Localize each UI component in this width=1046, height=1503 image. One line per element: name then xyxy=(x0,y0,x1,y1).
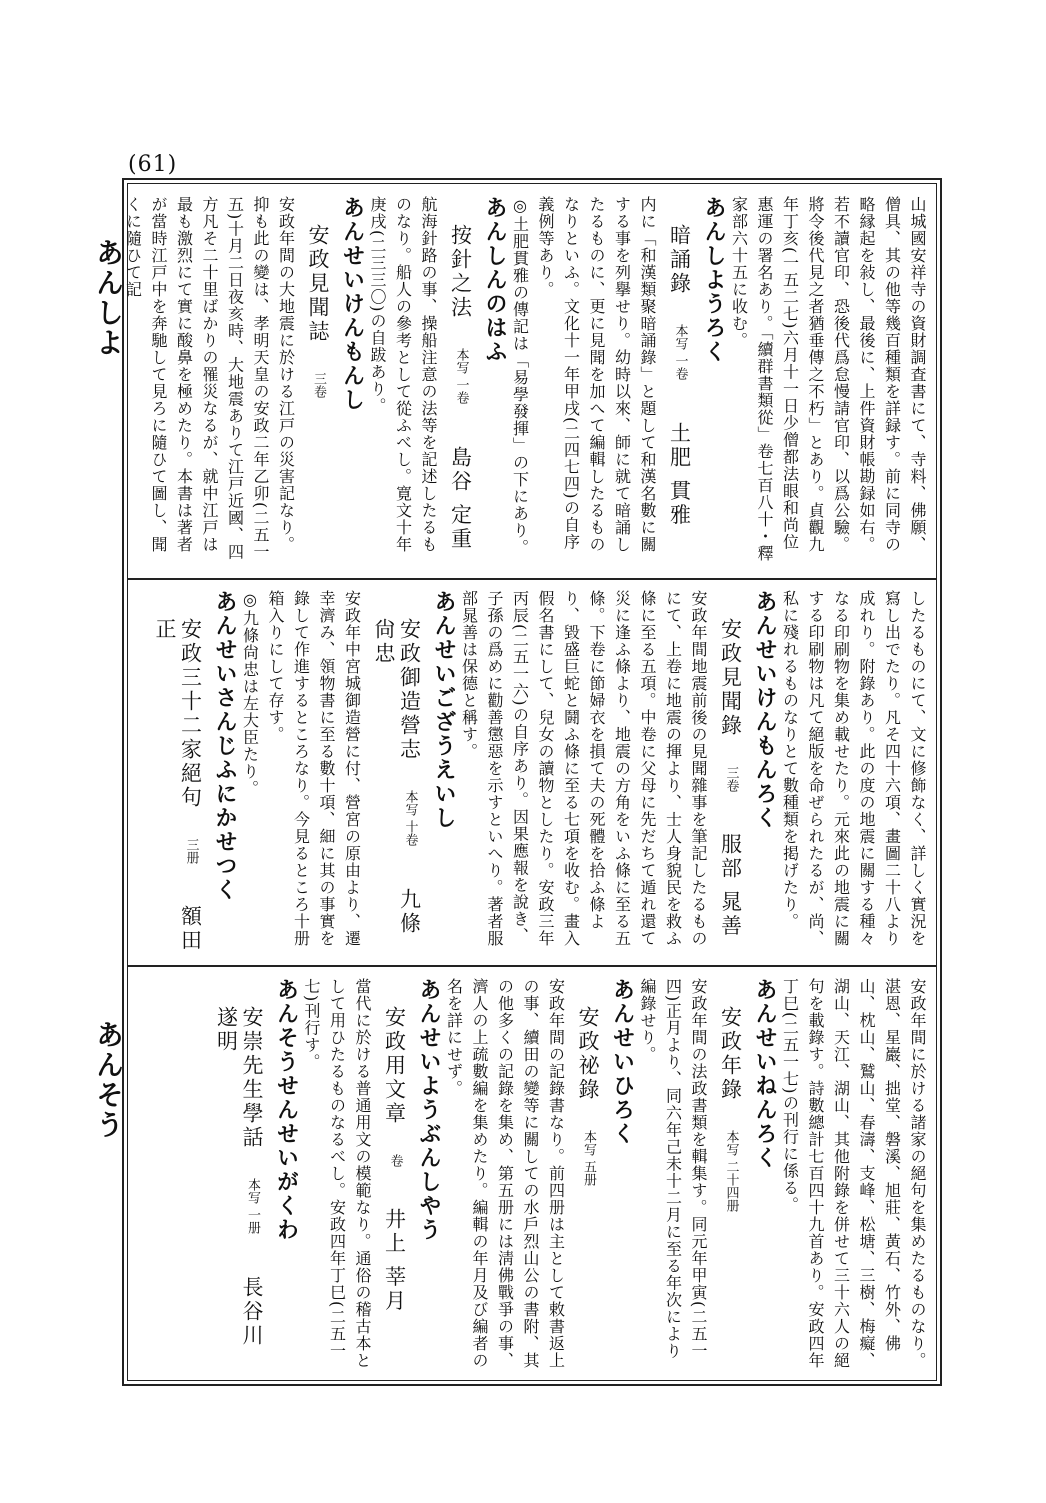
entry-volumes: 卷 xyxy=(387,1153,403,1167)
entry-heading: あんそうせんせいがくわ xyxy=(273,978,299,1242)
entry-title: 安政見聞誌 xyxy=(306,224,330,344)
entry-volumes: 本写 一册 xyxy=(245,1177,260,1234)
entry-title: 安政用文章 xyxy=(382,1006,407,1126)
tier-top xyxy=(123,196,930,566)
entry-heading: あんせいようぶんしやう xyxy=(416,978,441,1242)
entry-note: ◎九條尙忠は左大臣たり。 xyxy=(240,590,260,797)
entry-title-line xyxy=(381,1006,408,1373)
entry-title-line xyxy=(152,618,204,955)
entry-author: 井上 莘月 xyxy=(382,1208,407,1315)
entry-body: 安政年間の大地震に於ける江戸の災害記なり。抑も此の變は、孝明天皇の安政二年乙卯(二五一五)十月二日夜亥時、大地震ありて江戸近國、四方凡そ二十里ばかりの罹災なるが、就中江戸は最も激烈にて實に酸鼻を極めたり。本書は著者が當時江戸中を奔馳して見ろに隨ひて圖し、聞くに隨ひて記 xyxy=(123,196,296,561)
tier-divider-2 xyxy=(127,965,937,967)
entry-volumes: 三册 xyxy=(183,837,199,864)
entry-volumes: 本写 十卷 xyxy=(402,789,418,846)
entry-heading: あんせいけんもんし xyxy=(339,196,365,412)
entry-title-line xyxy=(717,1006,744,1373)
entry-title: 安政祕錄 xyxy=(576,1006,600,1102)
entry-heading: あんせいねんろく xyxy=(752,978,777,1170)
continued-text: 安政年間に於ける諸家の絕句を集めたるものなり。湛恩、星巖、拙堂、磐溪、旭莊、黃石、竹外、佛山、枕山、鷲山、春濤、支峰、松塘、三樹、梅癡、湖山、天江、湖山、其他附錄を併せて三十六人の絕句を載錄す。詩數總計七百四十九首あり。安政四年丁巳(二五一七)の刊行に係る。 xyxy=(780,978,927,1369)
entry-note: ◎土肥貫雅の傳記は「易學發揮」の下にあり。 xyxy=(510,196,530,556)
entry-body: 航海針路の事、操船注意の法等を記述したるものなり。船人の參考として從ふべし。寛文十年庚戌(二三三〇)の自跋あり。 xyxy=(368,196,438,553)
entry-body: 安政年中宮城御造營に付、營宮の原由より、遷幸濟み、領物書に至る數十項、細に其の事實を錄して作進するところなり。今見るところ十册箱入りにして存す。 xyxy=(266,590,362,947)
entry-title: 安政見聞錄 xyxy=(718,618,743,738)
entry-volumes: 本写 一卷 xyxy=(672,323,688,380)
entry-heading: あんしようろく xyxy=(701,196,726,364)
entry-author: 土肥 貫雅 xyxy=(667,421,692,528)
margin-label-lower: あんそう xyxy=(92,1020,125,1140)
entry-volumes: 三卷 xyxy=(723,765,739,792)
continued-text: したるものにて、文に修飾なく、詳しく實況を寫し出でたり。凡そ四十六項、畫圖二十八より成れり。附錄あり。此の度の地震に關する種々なる印刷物を集め載せたり。元來此の地震に關する印刷物は凡て絕版を命ぜられたるが、尚、私に殘れるものなりとて數種類を掲げたり。 xyxy=(780,590,927,947)
entry-title: 安崇先生學話 xyxy=(240,1006,264,1150)
entry-author: 長谷川 遂明 xyxy=(214,1006,264,1348)
entry-body: 當代に於ける普通用文の模範なり。通俗の稽古本として用ひたるものなるべし。安政四年丁巳(二五一七)刊行す。 xyxy=(302,978,372,1369)
page-number: (61) xyxy=(128,152,178,177)
entry-heading: あんしんのはふ xyxy=(482,196,507,364)
entry-title-line xyxy=(575,1006,602,1373)
entry-title: 安政三十二家絕句 xyxy=(178,618,203,810)
entry-title-line xyxy=(213,1006,265,1373)
entry-title: 安政御造營志 xyxy=(397,618,422,762)
entry-title-line xyxy=(717,618,744,955)
tier-middle xyxy=(140,590,930,955)
entry-heading: あんせいさんじふにかせつく xyxy=(212,590,237,902)
continued-text: 山城國安祥寺の資財調査書にて、寺料、佛願、僧具、其の他等幾百種類を詳録す。前に同寺の略縁起を敍し、最後に、上件資財帳勘録如右。若不讀官印、恐後代爲怠慢請官印、以爲公驗。將令後代見之者猶垂傳之不朽」とあり。貞觀九年丁亥(一五二七)六月十一日少僧都法眼和尚位惠運の署名あり。「續群書類從」卷七百八十・釋家部六十五に收む。 xyxy=(729,196,927,562)
entry-volumes: 三卷 xyxy=(311,371,326,398)
entry-heading: あんせいけんもんろく xyxy=(752,590,777,830)
entry-title-line xyxy=(447,224,474,566)
entry-author: 服部 晁善 xyxy=(718,833,743,940)
entry-volumes: 本写 二十四册 xyxy=(723,1129,739,1212)
entry-volumes: 本写 一卷 xyxy=(453,347,469,404)
entry-title: 安政年錄 xyxy=(718,1006,743,1102)
entry-author: 島谷 定重 xyxy=(448,445,473,552)
margin-label-upper: あんしよ xyxy=(92,238,125,358)
entry-title-line xyxy=(666,224,693,566)
entry-title-line xyxy=(371,618,423,955)
entry-body: 安政年間の法政書類を輯集す。同元年甲寅(二五一四)正月より、同六年己未十二月に至る年次により編錄せり。 xyxy=(638,978,708,1360)
entry-author: 額田 正 xyxy=(153,618,203,954)
entry-title: 暗誦錄 xyxy=(667,224,692,296)
entry-body: 安政年間地震前後の見聞雜事を筆記したるものにて、上卷に地震の揮より、士人身貌民を救ふ條に至る五項。中卷に父母に先だちて遁れ還て災に逢ふ條より、地震の方角をいふ條に至る五條。下卷に節婦衣を損て夫の死體を拾ふ條より、毀盛巨蛇と鬪ふ條に至る七項を收む。畫入假名書にして、兒女の讀物としたり。安政三年丙辰(二五一六)の自序あり。因果應報を說き、子孫の爲めに勸善懲惡を示すといへり。著者服部晁善は保德と稱す。 xyxy=(459,590,708,947)
entry-author: 九條 尙忠 xyxy=(372,618,422,936)
tier-divider-1 xyxy=(127,578,937,580)
entry-heading: あんせいひろく xyxy=(609,978,635,1146)
entry-body: 安政年間の記錄書なり。前四册は主として敕書返上の事、續田の變等に關しての水戶烈山公の書附、其の他多くの記錄を集め、第五册には淸佛戰爭の事、濟人の上疏數編を集めたり。編輯の年月及び編者の名を詳にせず。 xyxy=(444,978,566,1369)
entry-title-line xyxy=(305,224,332,566)
tier-bottom xyxy=(140,978,930,1373)
entry-volumes: 本写 五册 xyxy=(581,1129,596,1186)
entry-title: 按針之法 xyxy=(448,224,473,320)
entry-heading: あんせいござうえいし xyxy=(431,590,456,830)
entry-body: 内に「和漢類聚暗誦錄」と題して和漢名數に關する事を列擧せり。幼時以來、師に就て暗誦したるものに、更に見聞を加へて編輯したるものなりといふ。文化十一年甲戌(二四七四)の自序義例等あり。 xyxy=(536,196,657,553)
